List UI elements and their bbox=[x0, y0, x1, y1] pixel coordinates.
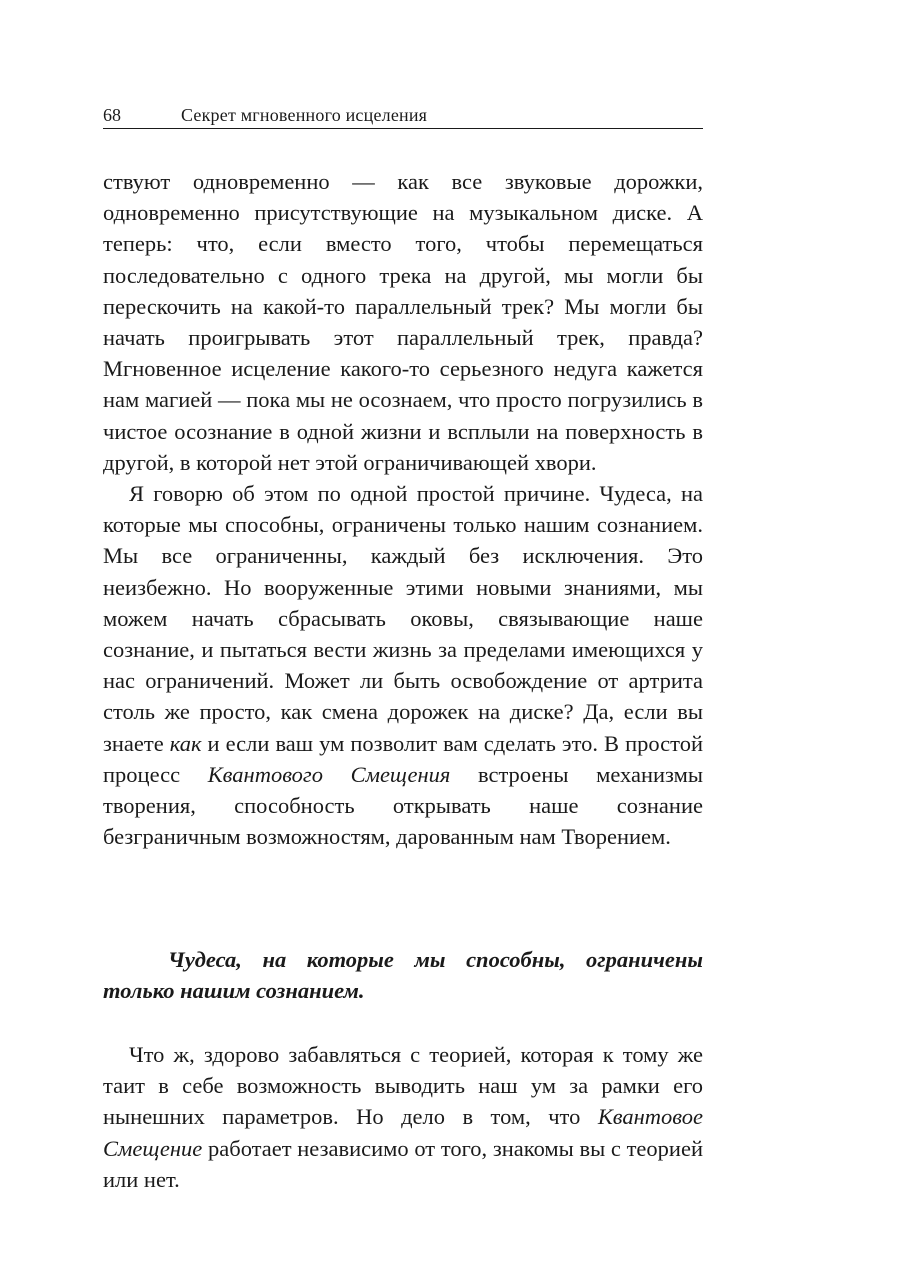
paragraph-text: и если ваш ум позволит вам сделать это. В простой процесс bbox=[103, 730, 703, 787]
emphasis-text: Квантовое Смещение bbox=[103, 1104, 703, 1161]
pull-quote: Чудеса, на которые мы способны, ограничены только нашим сознанием. bbox=[103, 947, 703, 1004]
pull-quote-block bbox=[103, 944, 703, 1006]
paragraph-text: встроены механизмы творения, способность открывать наше сознание безграничным возможностям, дарованным нам Творением. bbox=[103, 761, 703, 850]
paragraph-text: ствуют одновременно — как все звуковые дорожки, одновременно присутствующие на музыкальном диске. А теперь: что, если вместо того, чтобы перемещаться последовательно с одного трека на другой, мы могли бы перескочить на какой-то параллельный трек? Мы могли бы начать проигрывать этот параллельный трек, правда? Мгновенное исцеление какого-то серьезного недуга кажется нам магией — пока мы не осознаем, что просто погрузились в чистое осознание в одной жизни и всплыли на поверхность в другой, в которой нет этой ограничивающей хвори. bbox=[103, 169, 703, 475]
main-text bbox=[103, 166, 703, 852]
paragraph-text: Что ж, здорово забавляться с теорией, которая к тому же таит в себе возможность выводить наш ум за рамки его нынешних параметров. Но дело в том, что bbox=[103, 1042, 703, 1130]
paragraph bbox=[103, 478, 703, 852]
paragraph bbox=[103, 1039, 703, 1195]
paragraph-continuation bbox=[103, 166, 703, 478]
main-text-continued bbox=[103, 1039, 703, 1195]
running-title: Секрет мгновенного исцеления bbox=[181, 105, 428, 125]
paragraph-text: работает независимо от того, знакомы вы с теорией или нет. bbox=[103, 1135, 703, 1192]
running-header bbox=[103, 104, 703, 129]
emphasis-text: Квантового Смещения bbox=[207, 761, 451, 787]
emphasis-text: как bbox=[169, 730, 202, 756]
paragraph-text: Я говорю об этом по одной простой причине. Чудеса, на которые мы способны, ограничены только нашим сознанием. Мы все ограниченны, каждый без исключения. Это неизбежно. Но вооруженные этими новыми знаниями, мы можем начать сбрасывать оковы, связывающие наше сознание, и пытаться вести жизнь за пределами имеющихся у нас ограничений. Может ли быть освобождение от артрита столь же просто, как смена дорожек на диске? Да, если вы знаете bbox=[103, 481, 703, 756]
page-number: 68 bbox=[103, 105, 121, 125]
